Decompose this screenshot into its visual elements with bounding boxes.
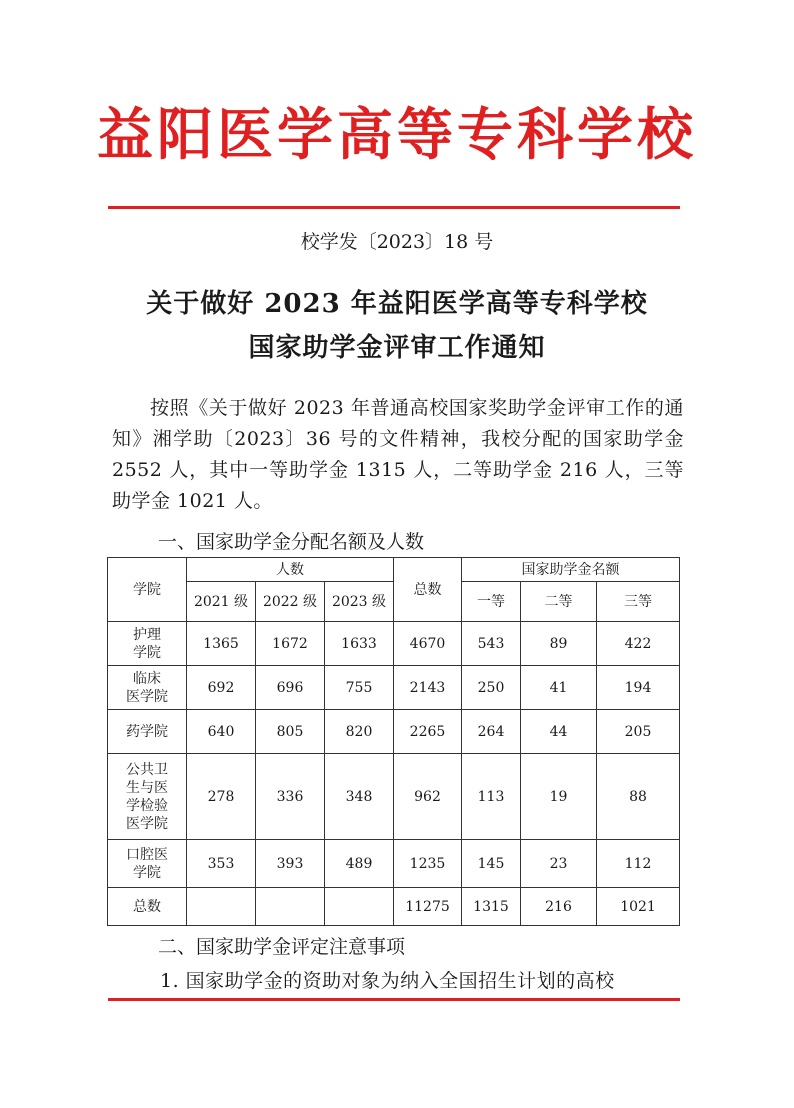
- header-grade-3: 三等: [597, 582, 680, 622]
- count-2021: 1365: [187, 622, 256, 666]
- grade-1-quota: 145: [462, 840, 521, 888]
- college-name: 临床 医学院: [108, 666, 187, 710]
- summary-label: 总数: [108, 888, 187, 926]
- count-total: 2265: [394, 710, 462, 754]
- document-title-line-1: 关于做好 2023 年益阳医学高等专科学校: [146, 289, 648, 319]
- college-name: 口腔医 学院: [108, 840, 187, 888]
- header-grade-2: 二等: [521, 582, 597, 622]
- grade-2-quota: 23: [521, 840, 597, 888]
- header-year-2023: 2023 级: [325, 582, 394, 622]
- grade-3-quota: 112: [597, 840, 680, 888]
- count-2023: 348: [325, 754, 394, 840]
- section-heading-1: 一、国家助学金分配名额及人数: [158, 531, 425, 553]
- header-people: 人数: [187, 558, 394, 582]
- count-2022: 805: [256, 710, 325, 754]
- allocation-table: [107, 557, 680, 926]
- grade-3-quota: 194: [597, 666, 680, 710]
- header-year-2022: 2022 级: [256, 582, 325, 622]
- summary-2023: [325, 888, 394, 926]
- grade-1-quota: 113: [462, 754, 521, 840]
- summary-2021: [187, 888, 256, 926]
- summary-total: 11275: [394, 888, 462, 926]
- grade-2-quota: 19: [521, 754, 597, 840]
- count-2021: 278: [187, 754, 256, 840]
- summary-grade-1: 1315: [462, 888, 521, 926]
- count-2023: 755: [325, 666, 394, 710]
- intro-paragraph: 按照《关于做好 2023 年普通高校国家奖助学金评审工作的通知》湘学助〔2023〕36 号的文件精神，我校分配的国家助学金 2552 人，其中一等助学金 1315 人，二等助学金 216 人，三等助学金 1021 人。: [112, 397, 684, 512]
- masthead-title: 益阳医学高等专科学校: [97, 102, 697, 168]
- grade-1-quota: 543: [462, 622, 521, 666]
- masthead-red-rule: [108, 206, 680, 209]
- grade-2-quota: 44: [521, 710, 597, 754]
- summary-grade-3: 1021: [597, 888, 680, 926]
- grade-1-quota: 264: [462, 710, 521, 754]
- grade-3-quota: 422: [597, 622, 680, 666]
- count-2023: 489: [325, 840, 394, 888]
- count-2023: 1633: [325, 622, 394, 666]
- document-number: 校学发〔2023〕18 号: [300, 231, 494, 253]
- count-total: 4670: [394, 622, 462, 666]
- grade-3-quota: 205: [597, 710, 680, 754]
- table-row: [108, 666, 680, 710]
- summary-2022: [256, 888, 325, 926]
- grade-3-quota: 88: [597, 754, 680, 840]
- table-row: [108, 840, 680, 888]
- count-total: 962: [394, 754, 462, 840]
- header-total: 总数: [394, 558, 462, 622]
- count-2022: 696: [256, 666, 325, 710]
- table-row: [108, 622, 680, 666]
- item-1-text: 1. 国家助学金的资助对象为纳入全国招生计划的高校: [160, 970, 615, 992]
- header-grade-1: 一等: [462, 582, 521, 622]
- header-year-2021: 2021 级: [187, 582, 256, 622]
- college-name: 护理 学院: [108, 622, 187, 666]
- count-2021: 353: [187, 840, 256, 888]
- grade-2-quota: 41: [521, 666, 597, 710]
- count-2022: 393: [256, 840, 325, 888]
- header-quota: 国家助学金名额: [462, 558, 680, 582]
- count-2022: 336: [256, 754, 325, 840]
- count-2022: 1672: [256, 622, 325, 666]
- college-name: 药学院: [108, 710, 187, 754]
- count-2021: 692: [187, 666, 256, 710]
- summary-grade-2: 216: [521, 888, 597, 926]
- document-title-line-2: 国家助学金评审工作通知: [248, 333, 546, 363]
- section-heading-2: 二、国家助学金评定注意事项: [158, 936, 406, 958]
- count-total: 2143: [394, 666, 462, 710]
- table-row: [108, 754, 680, 840]
- table-summary-row: [108, 888, 680, 926]
- table-row: [108, 710, 680, 754]
- grade-2-quota: 89: [521, 622, 597, 666]
- count-2023: 820: [325, 710, 394, 754]
- header-college: 学院: [108, 558, 187, 622]
- grade-1-quota: 250: [462, 666, 521, 710]
- college-name: 公共卫 生与医 学检验 医学院: [108, 754, 187, 840]
- count-total: 1235: [394, 840, 462, 888]
- footer-red-rule: [108, 998, 680, 1001]
- count-2021: 640: [187, 710, 256, 754]
